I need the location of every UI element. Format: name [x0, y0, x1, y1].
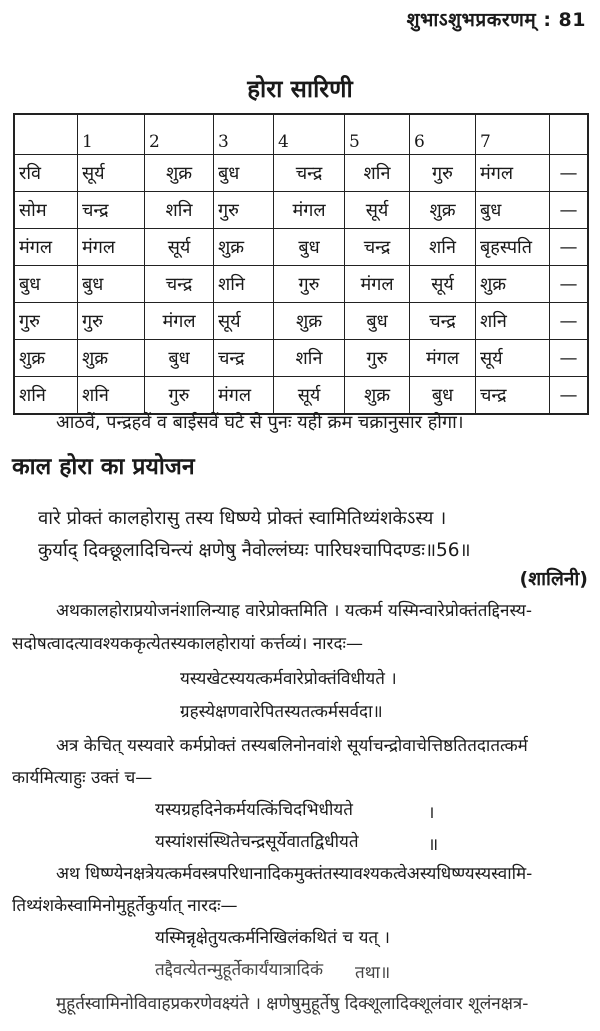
table-cell: चन्द्र [145, 266, 214, 303]
quote-line: ग्रहस्येक्षणवारेपितस्यतत्कर्मसर्वदा॥ [180, 702, 383, 722]
table-cell: बुध [145, 340, 214, 377]
table-cell: मंगल [410, 340, 476, 377]
table-cell: शुक्र [145, 155, 214, 192]
commentary-line: अथ धिष्ण्येनक्षत्रेयत्कर्मवस्त्रपरिधानादिकमुक्तंतस्यावश्यकत्वेअस्यधिष्ण्यस्यस्वामि- [56, 864, 533, 884]
table-cell: सूर्य [476, 340, 550, 377]
table-cell: मंगल [145, 303, 214, 340]
header-cell: 6 [410, 114, 476, 155]
quote-line: यस्यखेटस्ययत्कर्मवारेप्रोक्तंविधीयते । [180, 669, 397, 689]
day-cell: शुक्र [14, 340, 78, 377]
quote-line-end: तथा॥ [355, 963, 391, 983]
meter-label: (शालिनी) [519, 568, 588, 590]
table-cell: शनि [145, 192, 214, 229]
table-cell: — [550, 303, 589, 340]
table-cell: सूर्य [214, 303, 274, 340]
table-cell: शुक्र [345, 377, 410, 415]
table-row [14, 377, 588, 415]
table-cell: मंगल [78, 229, 145, 266]
table-cell: शुक्र [214, 229, 274, 266]
quote-line: तद्दैवत्येतन्मुहूर्तेकार्यंयात्रादिकं [155, 960, 323, 980]
table-cell: शनि [345, 155, 410, 192]
table-cell: शनि [214, 266, 274, 303]
running-head [407, 6, 586, 32]
table-cell: गुरु [410, 155, 476, 192]
table-cell: शनि [78, 377, 145, 415]
day-cell: सोम [14, 192, 78, 229]
header-cell [14, 114, 78, 155]
table-cell: शुक्र [78, 340, 145, 377]
table-cell: मंगल [274, 192, 345, 229]
table-title: होरा सारिणी [247, 75, 353, 103]
table-row [14, 192, 588, 229]
day-cell: गुरु [14, 303, 78, 340]
table-row [14, 303, 588, 340]
chapter-title: शुभाऽशुभप्रकरणम् [406, 9, 537, 31]
header-cell: 2 [145, 114, 214, 155]
header-cell: 7 [476, 114, 550, 155]
day-cell: मंगल [14, 229, 78, 266]
table-cell: शनि [476, 303, 550, 340]
table-cell: बुध [78, 266, 145, 303]
page-number: 81 [558, 9, 586, 31]
table-cell: चन्द्र [214, 340, 274, 377]
table-row [14, 340, 588, 377]
day-cell: बुध [14, 266, 78, 303]
day-cell: रवि [14, 155, 78, 192]
quote-line: यस्यांशसंस्थितेचन्द्रसूर्येवातद्विधीयते [155, 832, 359, 852]
table-cell: बुध [214, 155, 274, 192]
table-row [14, 155, 588, 192]
commentary-line: मुहूर्तस्वामिनोविवाहप्रकरणेवक्ष्यंते । क्षणेषुमुहूर्तेषु दिक्शूलादिक्शूलंवार शूलंनक्षत्र- [56, 994, 529, 1014]
table-cell: गुरु [345, 340, 410, 377]
table-cell: सूर्य [78, 155, 145, 192]
table-cell: सूर्य [410, 266, 476, 303]
table-cell: — [550, 340, 589, 377]
commentary-line: अत्र केचित् यस्यवारे कर्मप्रोक्तं तस्यबलिनोनवांशे सूर्याचन्द्रोवाचेत्तिष्ठतितदातत्कर्म [56, 736, 528, 756]
table-cell: शुक्र [476, 266, 550, 303]
table-cell: सूर्य [345, 192, 410, 229]
section-heading: काल होरा का प्रयोजन [12, 454, 195, 480]
table-cell: शनि [410, 229, 476, 266]
table-cell: सूर्य [274, 377, 345, 415]
table-row [14, 229, 588, 266]
table-cell: — [550, 192, 589, 229]
table-cell: मंगल [345, 266, 410, 303]
table-row [14, 266, 588, 303]
table-cell: बुध [274, 229, 345, 266]
table-cell: गुरु [145, 377, 214, 415]
separator: : [543, 9, 552, 31]
table-cell: — [550, 377, 589, 415]
table-cell: गुरु [214, 192, 274, 229]
table-cell: बृहस्पति [476, 229, 550, 266]
commentary-line: तिथ्यंशकेस्वामिनोमुहूर्तेकुर्यात् नारदः— [12, 896, 238, 916]
table-cell: चन्द्र [476, 377, 550, 415]
table-cell: बुध [345, 303, 410, 340]
quote-line: यस्मिन्नृक्षेतुयत्कर्मनिखिलंकथितं च यत् । [155, 928, 390, 948]
table-cell: मंगल [476, 155, 550, 192]
hora-table [13, 113, 589, 415]
verse-line: वारे प्रोक्तं कालहोरासु तस्य धिष्ण्ये प्रोक्तं स्वामितिथ्यंशकेऽस्य । [38, 508, 447, 529]
table-cell: चन्द्र [78, 192, 145, 229]
day-cell: शनि [14, 377, 78, 415]
table-cell: चन्द्र [345, 229, 410, 266]
table-cell: चन्द्र [410, 303, 476, 340]
table-cell: सूर्य [145, 229, 214, 266]
header-cell: 5 [345, 114, 410, 155]
commentary-line: सदोषत्वादत्यावश्यककृत्येतस्यकालहोरायां कर्त्तव्यं। नारदः— [12, 634, 363, 654]
table-cell: चन्द्र [274, 155, 345, 192]
table-cell: गुरु [274, 266, 345, 303]
double-danda: ॥ [428, 835, 439, 855]
commentary-line: कार्यमित्याहुः उक्तं च— [12, 768, 153, 788]
commentary-line: अथकालहोराप्रयोजनंशालिन्याह वारेप्रोक्तमिति । यत्कर्म यस्मिन्वारेप्रोक्तंतद्दिनस्य- [56, 601, 533, 621]
header-cell [550, 114, 589, 155]
table-cell: बुध [476, 192, 550, 229]
table-cell: गुरु [78, 303, 145, 340]
table-cell: शनि [274, 340, 345, 377]
table-cell: शुक्र [410, 192, 476, 229]
table-cell: — [550, 229, 589, 266]
table-cell: — [550, 266, 589, 303]
cycle-note: आठवें, पन्द्रहवें व बाईसवें घंटे से पुनः यही क्रम चक्रानुसार होगा। [56, 412, 464, 433]
header-cell: 1 [78, 114, 145, 155]
header-cell: 3 [214, 114, 274, 155]
quote-line: यस्यग्रहदिनेकर्मयत्किंचिदभिधीयते [155, 800, 353, 820]
danda: । [428, 803, 435, 823]
header-cell: 4 [274, 114, 345, 155]
table-cell: — [550, 155, 589, 192]
verse-line: कुर्याद् दिक्छूलादिचिन्त्यं क्षणेषु नैवोल्लंघ्यः पारिघश्चापिदण्डः॥56॥ [38, 540, 471, 561]
table-cell: बुध [410, 377, 476, 415]
table-cell: शुक्र [274, 303, 345, 340]
table-cell: मंगल [214, 377, 274, 415]
table-header-row [14, 114, 588, 155]
